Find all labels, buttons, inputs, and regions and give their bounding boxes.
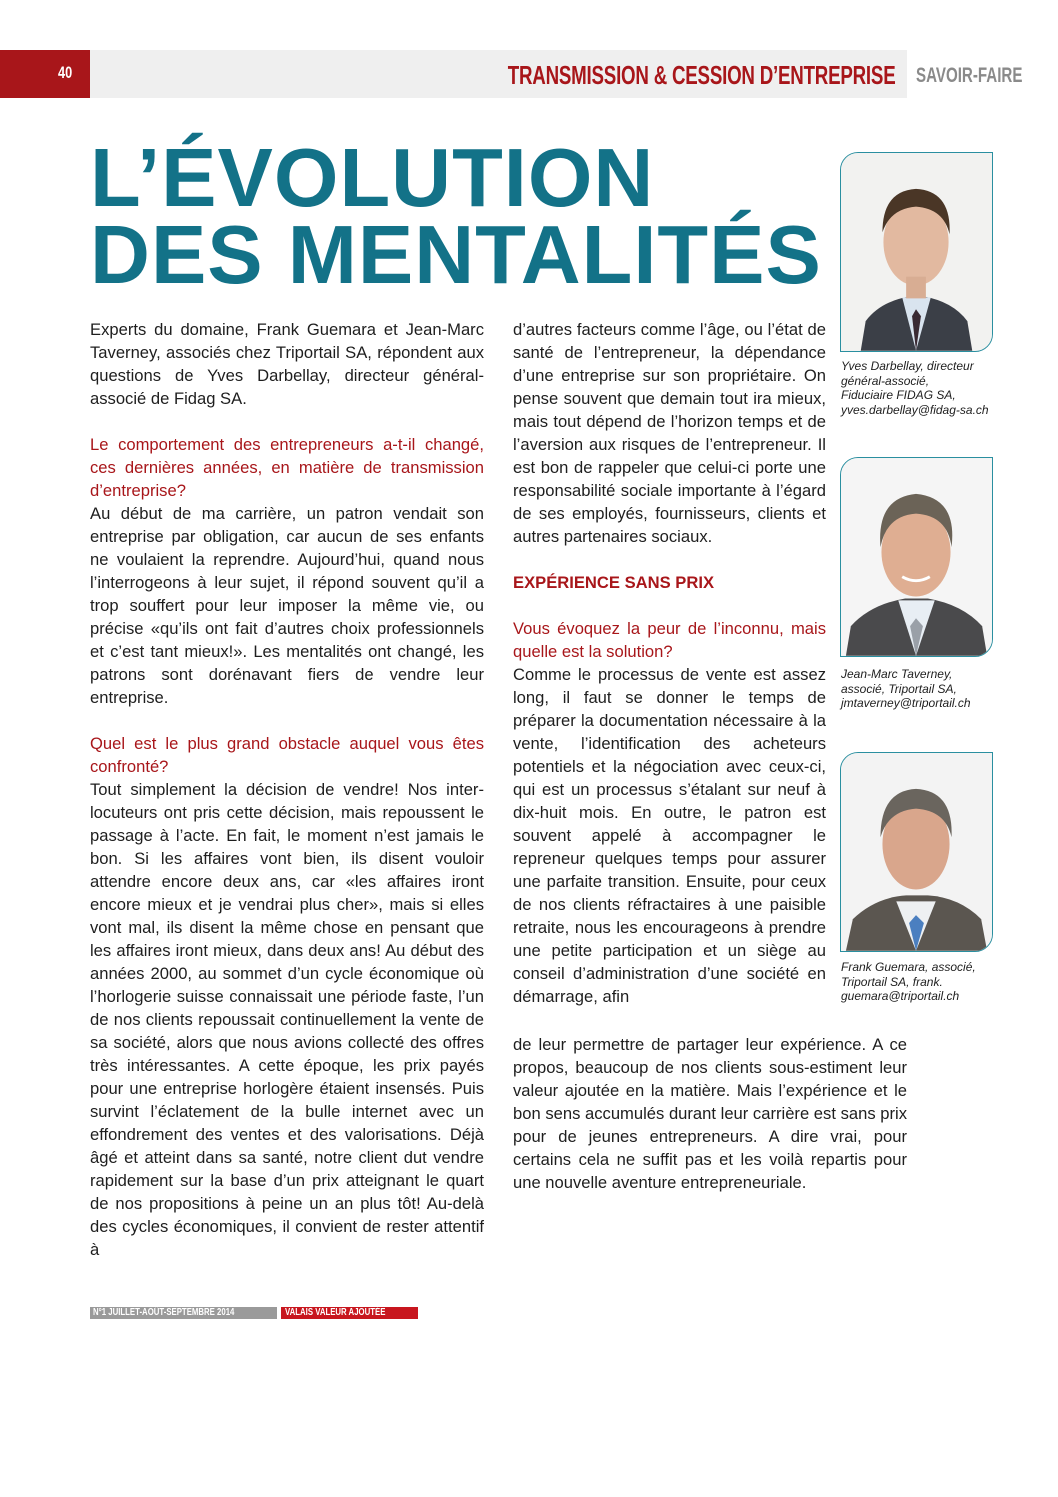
page-header: [0, 50, 1058, 98]
question-3: Vous évoquez la peur de l’inconnu, mais quelle est la solution?: [513, 619, 826, 661]
subheading: EXPÉRIENCE SANS PRIX: [513, 573, 715, 592]
question-1: Le comportement des entrepreneurs a-t-il changé, ces dernières années, en matière de transmission d’entreprise?: [90, 435, 484, 500]
caption-line: associé, Triportail SA,: [841, 681, 957, 696]
question-2: Quel est le plus grand obstacle auquel vous êtes confronté?: [90, 734, 484, 776]
portrait-photo-taverney: [840, 457, 993, 657]
answer-1: Au début de ma carrière, un patron vendait son entreprise par obligation, car aucun de ses enfants ne voulaient la reprendre. Aujourd’hui, quand nous l’interrogeons à leur sujet, il répond souvent qu’il a trop souffert pour leur imposer la même vie, ou précise «qu’ils ont fait d’autres choix professionnels et c’est tant mieux!». Les mentalités ont changé, les patrons sont dorénavant fiers de vendre leur entreprise.: [90, 504, 484, 707]
portrait-photo-darbellay: [840, 152, 993, 352]
portrait-icon: [841, 458, 992, 656]
caption-line: général-associé,: [841, 373, 930, 388]
page-number-box: [0, 50, 90, 98]
text-column-1: [90, 318, 484, 1261]
brand-label: [281, 1307, 418, 1319]
article-title: [90, 131, 822, 301]
title-line-1: L’ÉVOLUTION: [90, 131, 655, 224]
text-column-2-wide: [513, 1033, 907, 1194]
brand-text: VALAIS VALEUR AJOUTÉE: [285, 1307, 386, 1318]
caption-darbellay: [841, 359, 1011, 417]
text-column-2: [513, 318, 826, 1008]
section-subtitle: SAVOIR-FAIRE: [916, 64, 1023, 87]
caption-line: Fiduciaire FIDAG SA,: [841, 388, 956, 402]
portrait-icon: [841, 753, 992, 951]
answer-3-part-1: Comme le processus de vente est assez long, il faut se donner le temps de préparer la documentation nécessaire à la vente, l’identification des acheteurs potentiels et la négociation avec ceux-ci, qui est un processus s’étalant sur neuf à dix-huit mois. En outre, le patron est souvent appelé à accompagner le repreneur quelques temps pour assurer une parfaite transition. Ensuite, pour ceux de nos clients réfractaires à une paisible retraite, nous les encourageons à prendre une petite participation et un siège au conseil d’administration d’une société en démarrage, afin: [513, 665, 826, 1006]
page-number: 40: [58, 63, 73, 82]
intro-paragraph: Experts du domaine, Frank Guemara et Jean-Marc Taverney, associés chez Triportail SA, répondent aux questions de Yves Darbellay, directeur général-associé de Fidag SA.: [90, 320, 484, 408]
title-line-2: DES MENTALITÉS: [90, 208, 822, 301]
caption-email[interactable]: guemara@triportail.ch: [841, 989, 960, 1003]
portrait-photo-guemara: [840, 752, 993, 952]
page-footer: [90, 1307, 418, 1319]
answer-2-part-1: Tout simplement la décision de vendre! Nos interlocuteurs ont pris cette décision, mais repoussent le passage à l’acte. En fait, le moment n’est jamais le bon. Si les affaires vont bien, ils disent vouloir attendre encore deux ans, car «les affaires iront encore mieux et je vendrai plus cher», mais si elles vont mal, ils disent la même chose en pensant que les affaires iront mieux, dans deux ans! Au début des années 2000, au sommet d’un cycle économique où l’horlogerie suisse connaissait une période faste, l’un de nos clients repoussait continuellement la vente de sa société, alors que nous avions collecté des offres très intéressantes. A cette époque, les prix payés pour une entreprise horlogère étaient insensés. Puis survint l’éclatement de la bulle internet avec un effondrement des ventes et des valorisations. Déjà âgé et atteint dans sa santé, notre client dut vendre rapidement sur la base d’un prix atteignant le quart de nos propositions à peine un an plus tôt! Au-delà des cycles économiques, il convient de rester attentif à: [90, 780, 484, 1259]
caption-email[interactable]: jmtaverney@triportail.ch: [841, 696, 971, 710]
caption-line: Frank Guemara, associé,: [841, 960, 976, 974]
caption-guemara: [841, 960, 1011, 1004]
section-title: TRANSMISSION & CESSION D’ENTREPRISE: [507, 60, 895, 90]
issue-text: N°1 JUILLET-AOÛT-SEPTEMBRE 2014: [93, 1307, 235, 1318]
caption-line: Triportail SA, frank.: [841, 974, 943, 989]
caption-line: Yves Darbellay, directeur: [841, 359, 974, 373]
issue-label: [90, 1307, 277, 1319]
answer-3-part-2: de leur permettre de partager leur expérience. A ce propos, beaucoup de nos clients sous-estiment leur valeur ajoutée en la matière. Mais l’expérience et le bon sens accumulés durant leur carrière est sans prix pour de jeunes entrepreneurs. A dire vrai, pour certains cela ne suffit pas et les voilà repartis pour une nouvelle aventure entrepreneuriale.: [513, 1035, 907, 1192]
caption-taverney: [841, 667, 1011, 711]
answer-2-part-2: d’autres facteurs comme l’âge, ou l’état de santé de l’entrepreneur, la dépendance d’une entreprise sur son propriétaire. On pense souvent que demain tout ira mieux, mais tout dépend de l’horizon temps et de l’aversion aux risques de l’entrepreneur. Il est bon de rappeler que celui-ci porte une responsabilité sociale importante à l’égard de ses employés, fournisseurs, clients et autres partenaires sociaux.: [513, 320, 826, 546]
portrait-icon: [841, 153, 992, 351]
caption-line: Jean-Marc Taverney,: [841, 667, 953, 681]
caption-email[interactable]: yves.darbellay@fidag-sa.ch: [841, 402, 989, 417]
